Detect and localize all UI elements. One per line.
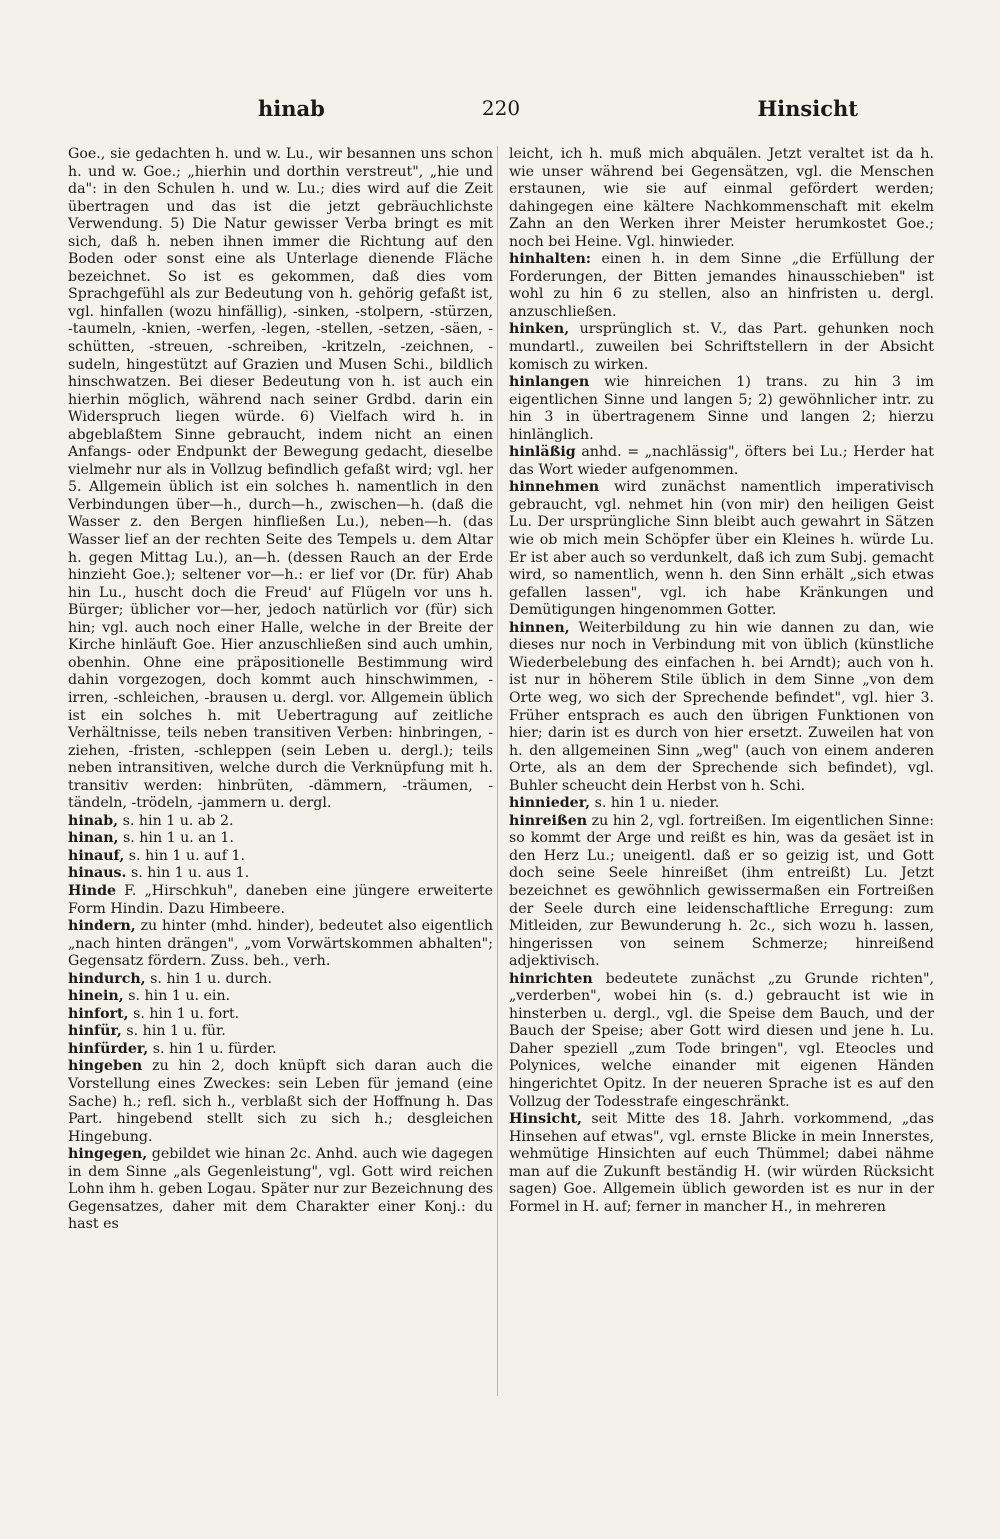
dictionary-entry	[68, 1146, 493, 1234]
entry-text: ursprünglich st. V., das Part. gehunken noch mundartl., zuweilen bei Schriftstellern in der Absicht komisch zu wirken.	[509, 321, 934, 373]
entry-text: anhd. = „nachlässig", öfters bei Lu.; Herder hat das Wort wieder aufgenommen.	[509, 444, 935, 478]
dictionary-entry	[509, 374, 934, 444]
entry-text: s. hin 1 u. ein.	[128, 988, 231, 1005]
entry-headword: hinläßig	[509, 444, 576, 461]
entry-headword: hinhalten:	[509, 251, 592, 268]
entry-text: Weiterbildung zu hin wie dannen zu dan, wie dieses nur noch in Verbindung mit von üblich (künstliche Wiederbelebung des einfachen h. bei Arndt); auch von h. ist nur in höherem Stile üblich in dem Sinne „von dem Orte weg, wo sich der Sprechende befindet", vgl. hier 3. Früher entsprach es auch den übrigen Funktionen von hier; darin ist es durch von hier ersetzt. Zuweilen hat von h. den allgemeinen Sinn „weg" (auch von einem anderen Orte, als an dem der Sprechende sich befindet), vgl. Buhler scheucht dein Herbst von h. Schi.	[509, 619, 934, 794]
dictionary-entry	[68, 848, 493, 866]
entry-headword: hinab,	[68, 812, 119, 829]
entry-headword: Hinde	[68, 882, 117, 899]
dictionary-entry	[68, 1058, 493, 1146]
column-divider	[497, 146, 498, 1396]
header-last-entry: Hinsicht	[757, 96, 858, 121]
right-column	[509, 146, 934, 1216]
entry-text: wird zunächst namentlich imperativisch gebraucht, vgl. nehmet hin (von mir) den heiligen Geist Lu. Der ursprüngliche Sinn bleibt auch gewahrt in Sätzen wie ob mich mein Schöpfer über ein Kleines h. würde Lu. Er ist aber auch so verdunkelt, daß ich zum Subj. gemacht wird, so namentlich, wenn h. den Sinn erhält „sich etwas gefallen lassen", vgl. ich habe Kränkungen und Demütigungen hingenommen Gotter.	[509, 479, 935, 619]
dictionary-entry	[509, 620, 934, 795]
entry-text: s. hin 1 u. auf 1.	[128, 847, 245, 864]
entry-headword: hinken,	[509, 321, 570, 338]
entry-text: s. hin 1 u. aus 1.	[130, 865, 250, 882]
dictionary-entry	[68, 988, 493, 1006]
entry-headword: hinlangen	[509, 374, 590, 391]
dictionary-entry	[68, 1006, 493, 1024]
entry-headword: hinein,	[68, 988, 124, 1005]
dictionary-entry	[68, 918, 493, 971]
entry-headword: hingeben	[68, 1058, 143, 1075]
dictionary-entry	[68, 865, 493, 883]
dictionary-entry	[68, 1023, 493, 1041]
left-column	[68, 146, 493, 1234]
dictionary-entry	[68, 146, 493, 813]
entry-text: einen h. in dem Sinne „die Erfüllung der Forderungen, der Bitten jemandes hinausschieben" ist wohl zu hin 6 zu stellen, also an hinfristen u. dergl. anzuschließen.	[509, 251, 934, 320]
dictionary-entry	[509, 795, 934, 813]
page-number: 220	[481, 96, 521, 120]
dictionary-entry	[509, 1111, 934, 1216]
entry-text: zu hin 2, vgl. fortreißen. Im eigentlichen Sinne: so kommt der Arge und reißt es hin, was da gesäet ist in den Herz Lu.; uneigentl. daß er so geizig ist, und Gott doch seine Seele hinreißet (ihm entreißt) Lu. Jetzt bezeichnet es gewöhnlich gewissermaßen ein Fortreißen der Seele durch eine leidenschaftliche Erregung: zum Mitleiden, zur Bewunderung h. 2c., sich wozu h. lassen, hingerissen von seinem Schmerze; hinreißend adjektivisch.	[509, 812, 934, 970]
dictionary-entry	[68, 971, 493, 989]
entry-headword: hinfürder,	[68, 1040, 149, 1057]
entry-headword: hinfort,	[68, 1005, 129, 1022]
entry-headword: hingegen,	[68, 1146, 148, 1163]
dictionary-entry	[509, 321, 934, 374]
entry-text: zu hinter (mhd. hinder), bedeutet also eigentlich „nach hinten drängen", „vom Vorwärtskommen abhalten"; Gegensatz fördern. Zuss. beh., verh.	[68, 918, 493, 970]
dictionary-entry	[68, 813, 493, 831]
dictionary-entry	[509, 251, 934, 321]
page-header	[68, 96, 934, 132]
entry-headword: hinreißen	[509, 812, 588, 829]
entry-text: leicht, ich h. muß mich abquälen. Jetzt veraltet ist da h. wie unser während bei Gegensätzen, vgl. die Menschen erstaunen, wie sie auf einmal gefördert werden; dahingegen eine kältere Nachkommenschaft mit ekelm Zahn an den Werken ihrer Meister herumkostet Goe.; noch bei Heine. Vgl. hinwieder.	[509, 146, 934, 250]
entry-headword: hinnen,	[509, 619, 570, 636]
dictionary-entry	[68, 883, 493, 918]
dictionary-entry	[509, 146, 934, 251]
entry-headword: hinfür,	[68, 1023, 122, 1040]
entry-headword: hinnieder,	[509, 795, 591, 812]
entry-text: zu hin 2, doch knüpft sich daran auch die Vorstellung eines Zweckes: sein Leben für jemand (eine Sache) h.; refl. sich h., verblaßt sich der Hoffnung h. Das Part. hingebend stellt sich zu sich h.; desgleichen Hingebung.	[68, 1058, 493, 1145]
entry-headword: hinauf,	[68, 847, 125, 864]
entry-headword: hinrichten	[509, 970, 593, 987]
entry-text: s. hin 1 u. durch.	[150, 970, 273, 987]
entry-headword: hinan,	[68, 830, 119, 847]
entry-text: gebildet wie hinan 2c. Anhd. auch wie dagegen in dem Sinne „als Gegenleistung", vgl. Gott wird reichen Lohn ihm h. geben Logau. Später nur zur Bezeichnung des Gegensatzes, daher mit dem Charakter einer Konj.: du hast es	[68, 1146, 494, 1233]
entry-text: seit Mitte des 18. Jahrh. vorkommend, „das Hinsehen auf etwas", vgl. ernste Blicke in mein Innerstes, wehmütige Hinsichten auf euch Thümmel; dabei nähme man auf die Zukunft beständig H. (wir würden Rücksicht sagen) Goe. Allgemein üblich geworden ist es nur in der Formel in H. auf; ferner in mancher H., in mehreren	[509, 1111, 934, 1215]
dictionary-entry	[509, 813, 934, 971]
entry-headword: hindern,	[68, 918, 136, 935]
entry-text: bedeutete zunächst „zu Grunde richten", „verderben", wobei hin (s. d.) gebraucht ist wie in hinsterben u. dergl., vgl. die Speise dem Bauch, und der Bauch der Speise; aber Gott wird diesen und jene h. Lu. Daher speziell „zum Tode bringen", vgl. Eteocles und Polynices, welche einander mit eigenen Händen hingerichtet Opitz. In der neueren Sprache ist es auf den Vollzug der Todesstrafe eingeschränkt.	[509, 970, 934, 1110]
entry-text: wie hinreichen 1) trans. zu hin 3 im eigentlichen Sinne und langen 5; 2) gewöhnlicher intr. zu hin 3 in übertragenem Sinne und langen 2; hierzu hinlänglich.	[509, 374, 934, 443]
entry-headword: hindurch,	[68, 970, 146, 987]
entry-text: s. hin 1 u. an 1.	[122, 830, 234, 847]
entry-headword: Hinsicht,	[509, 1111, 582, 1128]
entry-headword: hinnehmen	[509, 479, 600, 496]
entry-text: s. hin 1 u. ab 2.	[122, 812, 234, 829]
header-first-entry: hinab	[258, 96, 325, 121]
entry-text: F. „Hirschkuh", daneben eine jüngere erweiterte Form Hindin. Dazu Himbeere.	[68, 882, 493, 917]
dictionary-entry	[509, 479, 934, 619]
dictionary-entry	[68, 1041, 493, 1059]
dictionary-entry	[68, 830, 493, 848]
entry-text: s. hin 1 u. für.	[126, 1023, 226, 1040]
entry-headword: hinaus.	[68, 865, 127, 882]
dictionary-entry	[509, 444, 934, 479]
entry-text: s. hin 1 u. nieder.	[594, 795, 720, 812]
dictionary-entry	[509, 971, 934, 1111]
entry-text: s. hin 1 u. fürder.	[152, 1040, 277, 1057]
entry-text: s. hin 1 u. fort.	[133, 1005, 240, 1022]
entry-text: Goe., sie gedachten h. und w. Lu., wir besannen uns schon h. und w. Goe.; „hierhin und dorthin verstreut", „hie und da": in den Schulen h. und w. Lu.; dies wird auf die Zeit übertragen und das ist die jetzt gebräuchlichste Verwendung. 5) Die Natur gewisser Verba bringt es mit sich, daß h. neben ihnen immer die Richtung auf den Boden oder sonst eine als Unterlage dienende Fläche bezeichnet. So ist es gekommen, daß dies vom Sprachgefühl als zur Bedeutung von h. gehörig gefaßt ist, vgl. hinfallen (wozu hinfällig), -sinken, -stolpern, -stürzen, -taumeln, -knien, -werfen, -legen, -stellen, -setzen, -säen, -schütten, -streuen, -schreiben, -kritzeln, -zeichnen, -sudeln, hingestützt auf Grazien und Musen Schi., bildlich hinschwatzen. Bei dieser Bedeutung von h. ist auch ein hierhin möglich, während nach seiner Grdbd. darin ein Widerspruch liegen würde. 6) Vielfach wird h. in abgeblaßtem Sinne gebraucht, indem nicht an einen Anfangs- oder Endpunkt der Bewegung gedacht, dieselbe vielmehr nur als in Vollzug befindlich gefaßt wird; vgl. her 5. Allgemein üblich ist ein solches h. namentlich in den Verbindungen über—h., durch—h., zwischen—h. (daß die Wasser z. den Bergen hinfließen Lu.), neben—h. (das Wasser lief an der rechten Seite des Tempels u. dem Altar h. gegen Mittag Lu.), an—h. (dessen Rauch an der Erde hinzieht Goe.); seltener vor—h.: er lief vor (Dr. für) Ahab hin Lu., huscht doch die Freud' auf Flügeln vor uns h. Bürger; üblicher vor—her, jedoch natürlich vor (für) sich hin; vgl. auch noch einer Halle, welche in der Breite der Kirche hinläuft Goe. Hier anzuschließen sind auch umhin, obenhin. Ohne eine präpositionelle Bestimmung wird dahin vorgezogen, doch kommt auch hinschwimmen, -irren, -schleichen, -brausen u. dergl. vor. Allgemein üblich ist ein solches h. mit Uebertragung auf zeitliche Verhältnisse, teils neben transitiven Verben: hinbringen, -ziehen, -fristen, -schleppen (sein Leben u. dergl.); teils neben intransitiven, welche durch die Verknüpfung mit h. transitiv werden: hinbrüten, -dämmern, -träumen, -tändeln, -trödeln, -jammern u. dergl.	[68, 146, 493, 812]
